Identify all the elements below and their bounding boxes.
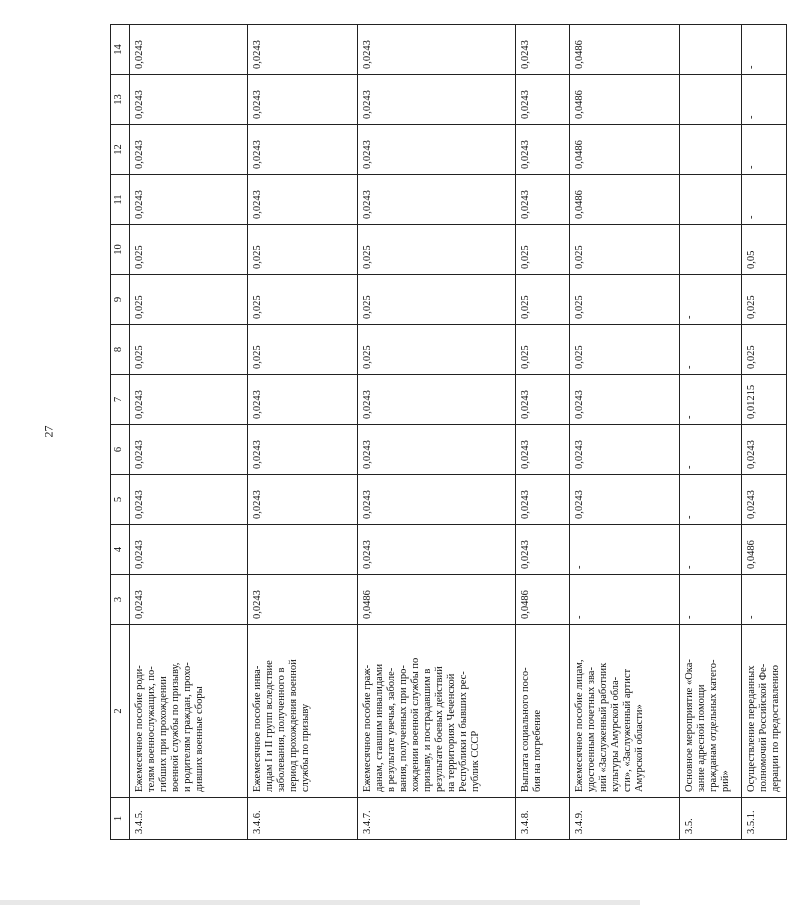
value-cell: 0,025: [570, 225, 680, 275]
value-cell: 0,0486: [358, 575, 516, 625]
value-cell: 0,0243: [516, 475, 570, 525]
header-cell: 12: [111, 125, 130, 175]
value-cell: -: [742, 25, 787, 75]
value-cell: 0,0243: [130, 475, 248, 525]
value-cell: 0,025: [130, 325, 248, 375]
value-cell: 0,0243: [130, 575, 248, 625]
value-cell: 0,0243: [358, 425, 516, 475]
value-cell: 0,0243: [570, 375, 680, 425]
table-body: [111, 25, 787, 840]
table-row: [130, 25, 248, 840]
table-row: [570, 25, 680, 840]
header-cell: 2: [111, 625, 130, 798]
value-cell: 0,0243: [248, 575, 358, 625]
row-code: 3.5.1.: [742, 798, 787, 840]
value-cell: 0,0486: [742, 525, 787, 575]
header-cell: 5: [111, 475, 130, 525]
value-cell: [680, 225, 742, 275]
value-cell: -: [680, 575, 742, 625]
value-cell: 0,0243: [248, 125, 358, 175]
value-cell: 0,0243: [130, 125, 248, 175]
value-cell: 0,025: [248, 325, 358, 375]
value-cell: 0,0243: [130, 375, 248, 425]
value-cell: 0,0243: [358, 525, 516, 575]
value-cell: 0,0243: [130, 25, 248, 75]
header-cell: 8: [111, 325, 130, 375]
table-row: [680, 25, 742, 840]
value-cell: [680, 175, 742, 225]
value-cell: 0,025: [248, 225, 358, 275]
table-row: [358, 25, 516, 840]
value-cell: 0,0243: [358, 125, 516, 175]
value-cell: [680, 25, 742, 75]
value-cell: [680, 75, 742, 125]
value-cell: -: [680, 525, 742, 575]
value-cell: 0,0243: [248, 175, 358, 225]
value-cell: 0,0243: [358, 75, 516, 125]
header-cell: 1: [111, 798, 130, 840]
row-code: 3.4.6.: [248, 798, 358, 840]
value-cell: -: [570, 575, 680, 625]
value-cell: 0,025: [516, 275, 570, 325]
value-cell: 0,025: [130, 225, 248, 275]
value-cell: 0,0243: [570, 475, 680, 525]
value-cell: 0,025: [358, 225, 516, 275]
scan-edge: [0, 900, 640, 905]
table-row: [742, 25, 787, 840]
value-cell: 0,0243: [130, 525, 248, 575]
row-name: Ежемесячное пособие граж- данам, ставшим инвалидами в результате увечья, заболе- вания, полученных при про- хождении военной службы по призыву, и пострадавшим в результате боевых действий на территориях Чеченской Республики и бывших рес- публик СССР: [358, 625, 516, 798]
value-cell: -: [570, 525, 680, 575]
value-cell: 0,01215: [742, 375, 787, 425]
row-name: Выплата социального посо- бия на погребение: [516, 625, 570, 798]
header-cell: 11: [111, 175, 130, 225]
value-cell: 0,0243: [248, 475, 358, 525]
header-cell: 3: [111, 575, 130, 625]
table-row: [248, 25, 358, 840]
header-cell: 14: [111, 25, 130, 75]
value-cell: 0,0243: [358, 475, 516, 525]
value-cell: 0,0486: [570, 125, 680, 175]
value-cell: 0,0243: [248, 75, 358, 125]
value-cell: 0,025: [358, 325, 516, 375]
row-name: Осуществление переданных полномочий Российской Фе- дерации по предоставлению: [742, 625, 787, 798]
value-cell: 0,0486: [570, 75, 680, 125]
value-cell: 0,025: [570, 325, 680, 375]
value-cell: -: [742, 575, 787, 625]
value-cell: [248, 525, 358, 575]
header-cell: 6: [111, 425, 130, 475]
value-cell: 0,0486: [516, 575, 570, 625]
value-cell: 0,025: [742, 325, 787, 375]
row-code: 3.5.: [680, 798, 742, 840]
row-code: 3.4.5.: [130, 798, 248, 840]
table-row: [516, 25, 570, 840]
value-cell: 0,025: [248, 275, 358, 325]
value-cell: 0,025: [742, 275, 787, 325]
row-name: Основное мероприятие «Ока- зание адресной помощи гражданам отдельных катего- рий»: [680, 625, 742, 798]
value-cell: 0,0243: [516, 425, 570, 475]
row-code: 3.4.9.: [570, 798, 680, 840]
value-cell: 0,0243: [248, 25, 358, 75]
value-cell: 0,0243: [516, 125, 570, 175]
value-cell: 0,0243: [358, 175, 516, 225]
value-cell: 0,0243: [516, 525, 570, 575]
value-cell: 0,05: [742, 225, 787, 275]
value-cell: 0,0243: [130, 175, 248, 225]
value-cell: -: [680, 425, 742, 475]
value-cell: [680, 125, 742, 175]
value-cell: -: [742, 125, 787, 175]
value-cell: 0,025: [358, 275, 516, 325]
value-cell: 0,0243: [516, 175, 570, 225]
header-cell: 7: [111, 375, 130, 425]
value-cell: 0,025: [516, 225, 570, 275]
value-cell: 0,0243: [130, 75, 248, 125]
value-cell: 0,025: [516, 325, 570, 375]
table-header-row: [111, 25, 130, 840]
value-cell: 0,0243: [516, 375, 570, 425]
value-cell: 0,0243: [358, 25, 516, 75]
value-cell: 0,0243: [248, 425, 358, 475]
header-cell: 13: [111, 75, 130, 125]
data-table: [110, 24, 787, 840]
value-cell: 0,0243: [248, 375, 358, 425]
value-cell: 0,0486: [570, 25, 680, 75]
value-cell: -: [742, 75, 787, 125]
value-cell: 0,0243: [358, 375, 516, 425]
header-cell: 9: [111, 275, 130, 325]
value-cell: 0,0243: [516, 75, 570, 125]
value-cell: 0,0243: [742, 425, 787, 475]
value-cell: 0,0243: [570, 425, 680, 475]
page-number: 27: [41, 425, 56, 438]
header-cell: 4: [111, 525, 130, 575]
value-cell: -: [680, 375, 742, 425]
value-cell: 0,0243: [742, 475, 787, 525]
row-code: 3.4.7.: [358, 798, 516, 840]
value-cell: 0,0486: [570, 175, 680, 225]
value-cell: 0,025: [130, 275, 248, 325]
value-cell: 0,0243: [516, 25, 570, 75]
row-name: Ежемесячное пособие инва- лидам I и II групп вследствие заболевания, полученного в период прохождения военной службы по призыву: [248, 625, 358, 798]
value-cell: 0,025: [570, 275, 680, 325]
value-cell: -: [742, 175, 787, 225]
row-name: Ежемесячное пособие лицам, удостоенным почетных зва- ний «Заслуженный работник культуры Амурской обла- сти», «Заслуженный артист Амурской области»: [570, 625, 680, 798]
value-cell: -: [680, 475, 742, 525]
value-cell: 0,0243: [130, 425, 248, 475]
header-cell: 10: [111, 225, 130, 275]
value-cell: -: [680, 275, 742, 325]
value-cell: -: [680, 325, 742, 375]
row-code: 3.4.8.: [516, 798, 570, 840]
row-name: Ежемесячное пособие роди- телям военнослужащих, по- гибших при прохождении военной службы по призыву, и родителям граждан, прохо- дивших военные сборы: [130, 625, 248, 798]
